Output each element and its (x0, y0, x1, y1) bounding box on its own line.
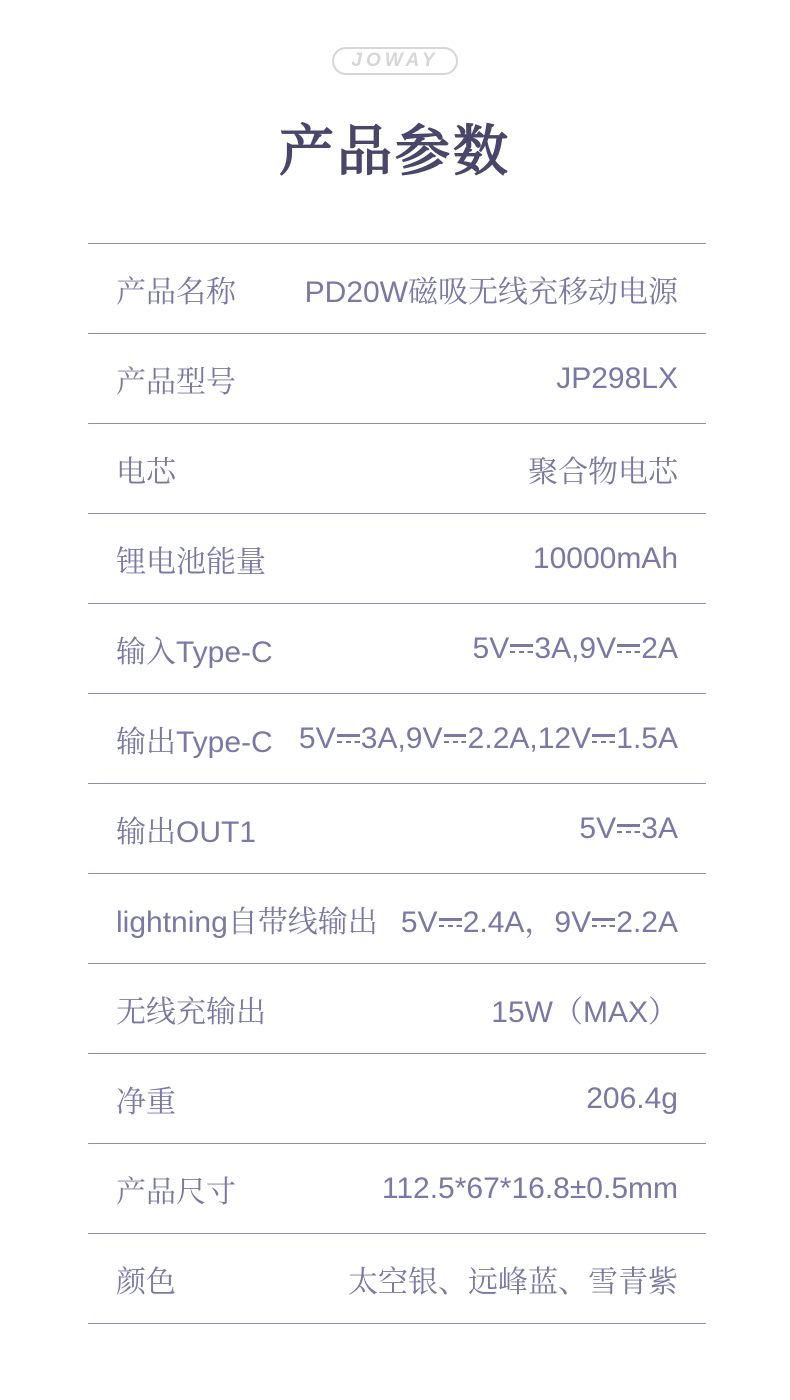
spec-label: 产品尺寸 (116, 1175, 236, 1209)
dc-symbol (617, 820, 640, 838)
spec-row (88, 784, 706, 874)
spec-table (88, 243, 706, 1324)
dc-symbol (444, 730, 467, 748)
spec-label: 产品型号 (116, 365, 236, 399)
spec-value: PD20W磁吸无线充移动电源 (304, 275, 678, 309)
brand-logo-badge (332, 47, 457, 75)
spec-label: 锂电池能量 (116, 545, 266, 579)
spec-label: lightning自带线输出 (116, 905, 378, 939)
spec-row (88, 244, 706, 334)
spec-label: 净重 (116, 1085, 176, 1119)
dc-symbol (617, 640, 640, 658)
spec-row (88, 874, 706, 964)
spec-label: 输出Type-C (116, 725, 273, 759)
spec-label: 颜色 (116, 1265, 176, 1299)
spec-value: 15W（MAX） (491, 995, 678, 1029)
spec-label: 产品名称 (116, 275, 236, 309)
brand-logo (0, 0, 790, 75)
dc-symbol (592, 730, 615, 748)
dc-symbol (510, 640, 533, 658)
spec-value: 206.4g (586, 1081, 678, 1115)
spec-value: 5V 3A (579, 811, 678, 845)
spec-row (88, 514, 706, 604)
spec-value: 5V 3A,9V 2A (472, 631, 678, 665)
brand-logo-text: JOWAY (351, 49, 439, 71)
spec-row (88, 1144, 706, 1234)
spec-row (88, 1054, 706, 1144)
spec-row (88, 964, 706, 1054)
spec-label: 输出OUT1 (116, 815, 257, 849)
spec-label: 输入Type-C (116, 635, 273, 669)
spec-value: JP298LX (556, 361, 678, 395)
spec-value: 112.5*67*16.8±0.5mm (381, 1171, 678, 1205)
spec-value: 太空银、远峰蓝、雪青紫 (348, 1265, 678, 1299)
spec-row (88, 334, 706, 424)
page-title: 产品参数 (278, 120, 511, 182)
dc-symbol (592, 914, 615, 932)
spec-label: 电芯 (116, 455, 176, 489)
spec-row (88, 1234, 706, 1324)
spec-value: 5V 3A,9V 2.2A,12V 1.5A (298, 721, 678, 755)
spec-row (88, 424, 706, 514)
dc-symbol (439, 914, 462, 932)
spec-row (88, 604, 706, 694)
spec-row (88, 694, 706, 784)
spec-value: 5V 2.4A，9V 2.2A (400, 905, 678, 939)
spec-value: 聚合物电芯 (528, 455, 678, 489)
spec-value: 10000mAh (532, 541, 678, 575)
dc-symbol (337, 730, 360, 748)
spec-label: 无线充输出 (116, 995, 266, 1029)
